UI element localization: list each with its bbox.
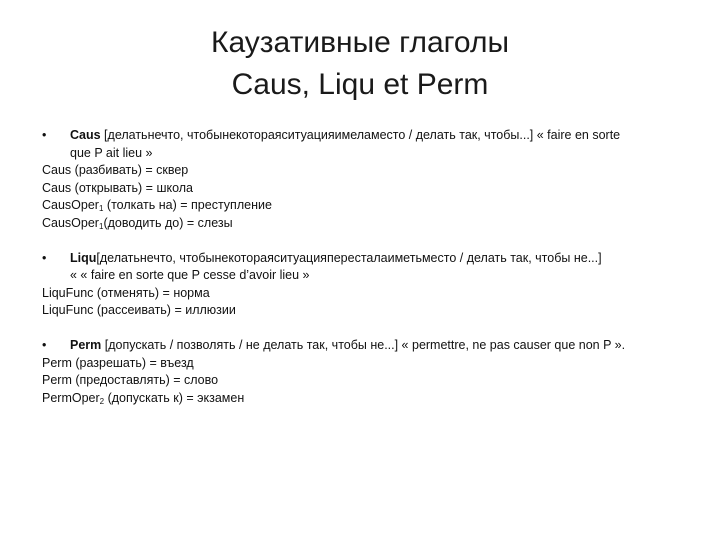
- perm-example-3: PermOper$_2$ (допускать к) = экзамен: [42, 390, 245, 406]
- caus-example-3: CausOper$_1$ (толкать на) = преступление: [42, 198, 272, 214]
- slide-title: [0, 22, 720, 106]
- caus-definition-text: [делатьнечто, чтобынекотораяситуацияимеламесто / делать так, чтобы...] « faire en sorte: [100, 128, 621, 142]
- perm-definition: [42, 337, 692, 355]
- perm-example-1: Perm (разрешать) = въезд: [42, 355, 194, 370]
- bullet-perm: •: [42, 337, 47, 352]
- liqu-definition-text: [делатьнечто, чтобынекотораяситуацияпересталаиметьместо / делать так, чтобы не...]: [96, 250, 602, 265]
- liqu-example-2: LiquFunc (рассеивать) = иллюзии: [42, 303, 236, 318]
- caus-example-4: CausOper$_1$(доводить до) = слезы: [42, 215, 233, 231]
- liqu-definition: [42, 250, 692, 268]
- caus-example-2: Caus (открывать) = школа: [42, 180, 194, 195]
- title-line-2: Caus, Liqu et Perm: [231, 68, 489, 101]
- slide-content: [42, 127, 692, 407]
- perm-term: Perm: [70, 337, 102, 352]
- caus-definition-continued: que P ait lieu »: [70, 145, 153, 160]
- bullet-liqu: •: [42, 250, 47, 265]
- caus-term: Caus: [70, 128, 101, 142]
- liqu-term: Liqu: [70, 250, 97, 265]
- title-line-1: Каузативные глаголы: [210, 26, 510, 59]
- liqu-example-1: LiquFunc (отменять) = норма: [42, 285, 210, 300]
- bullet-caus: •: [42, 128, 47, 142]
- perm-example-2: Perm (предоставлять) = слово: [42, 373, 219, 388]
- liqu-definition-continued: « « faire en sorte que P cesse d’avoir lieu »: [70, 268, 310, 283]
- caus-definition: [42, 127, 692, 145]
- caus-example-1: Caus (разбивать) = сквер: [42, 163, 189, 178]
- perm-definition-text: [допускать / позволять / не делать так, чтобы не...] « permettre, ne pas causer que non P ».: [101, 337, 626, 352]
